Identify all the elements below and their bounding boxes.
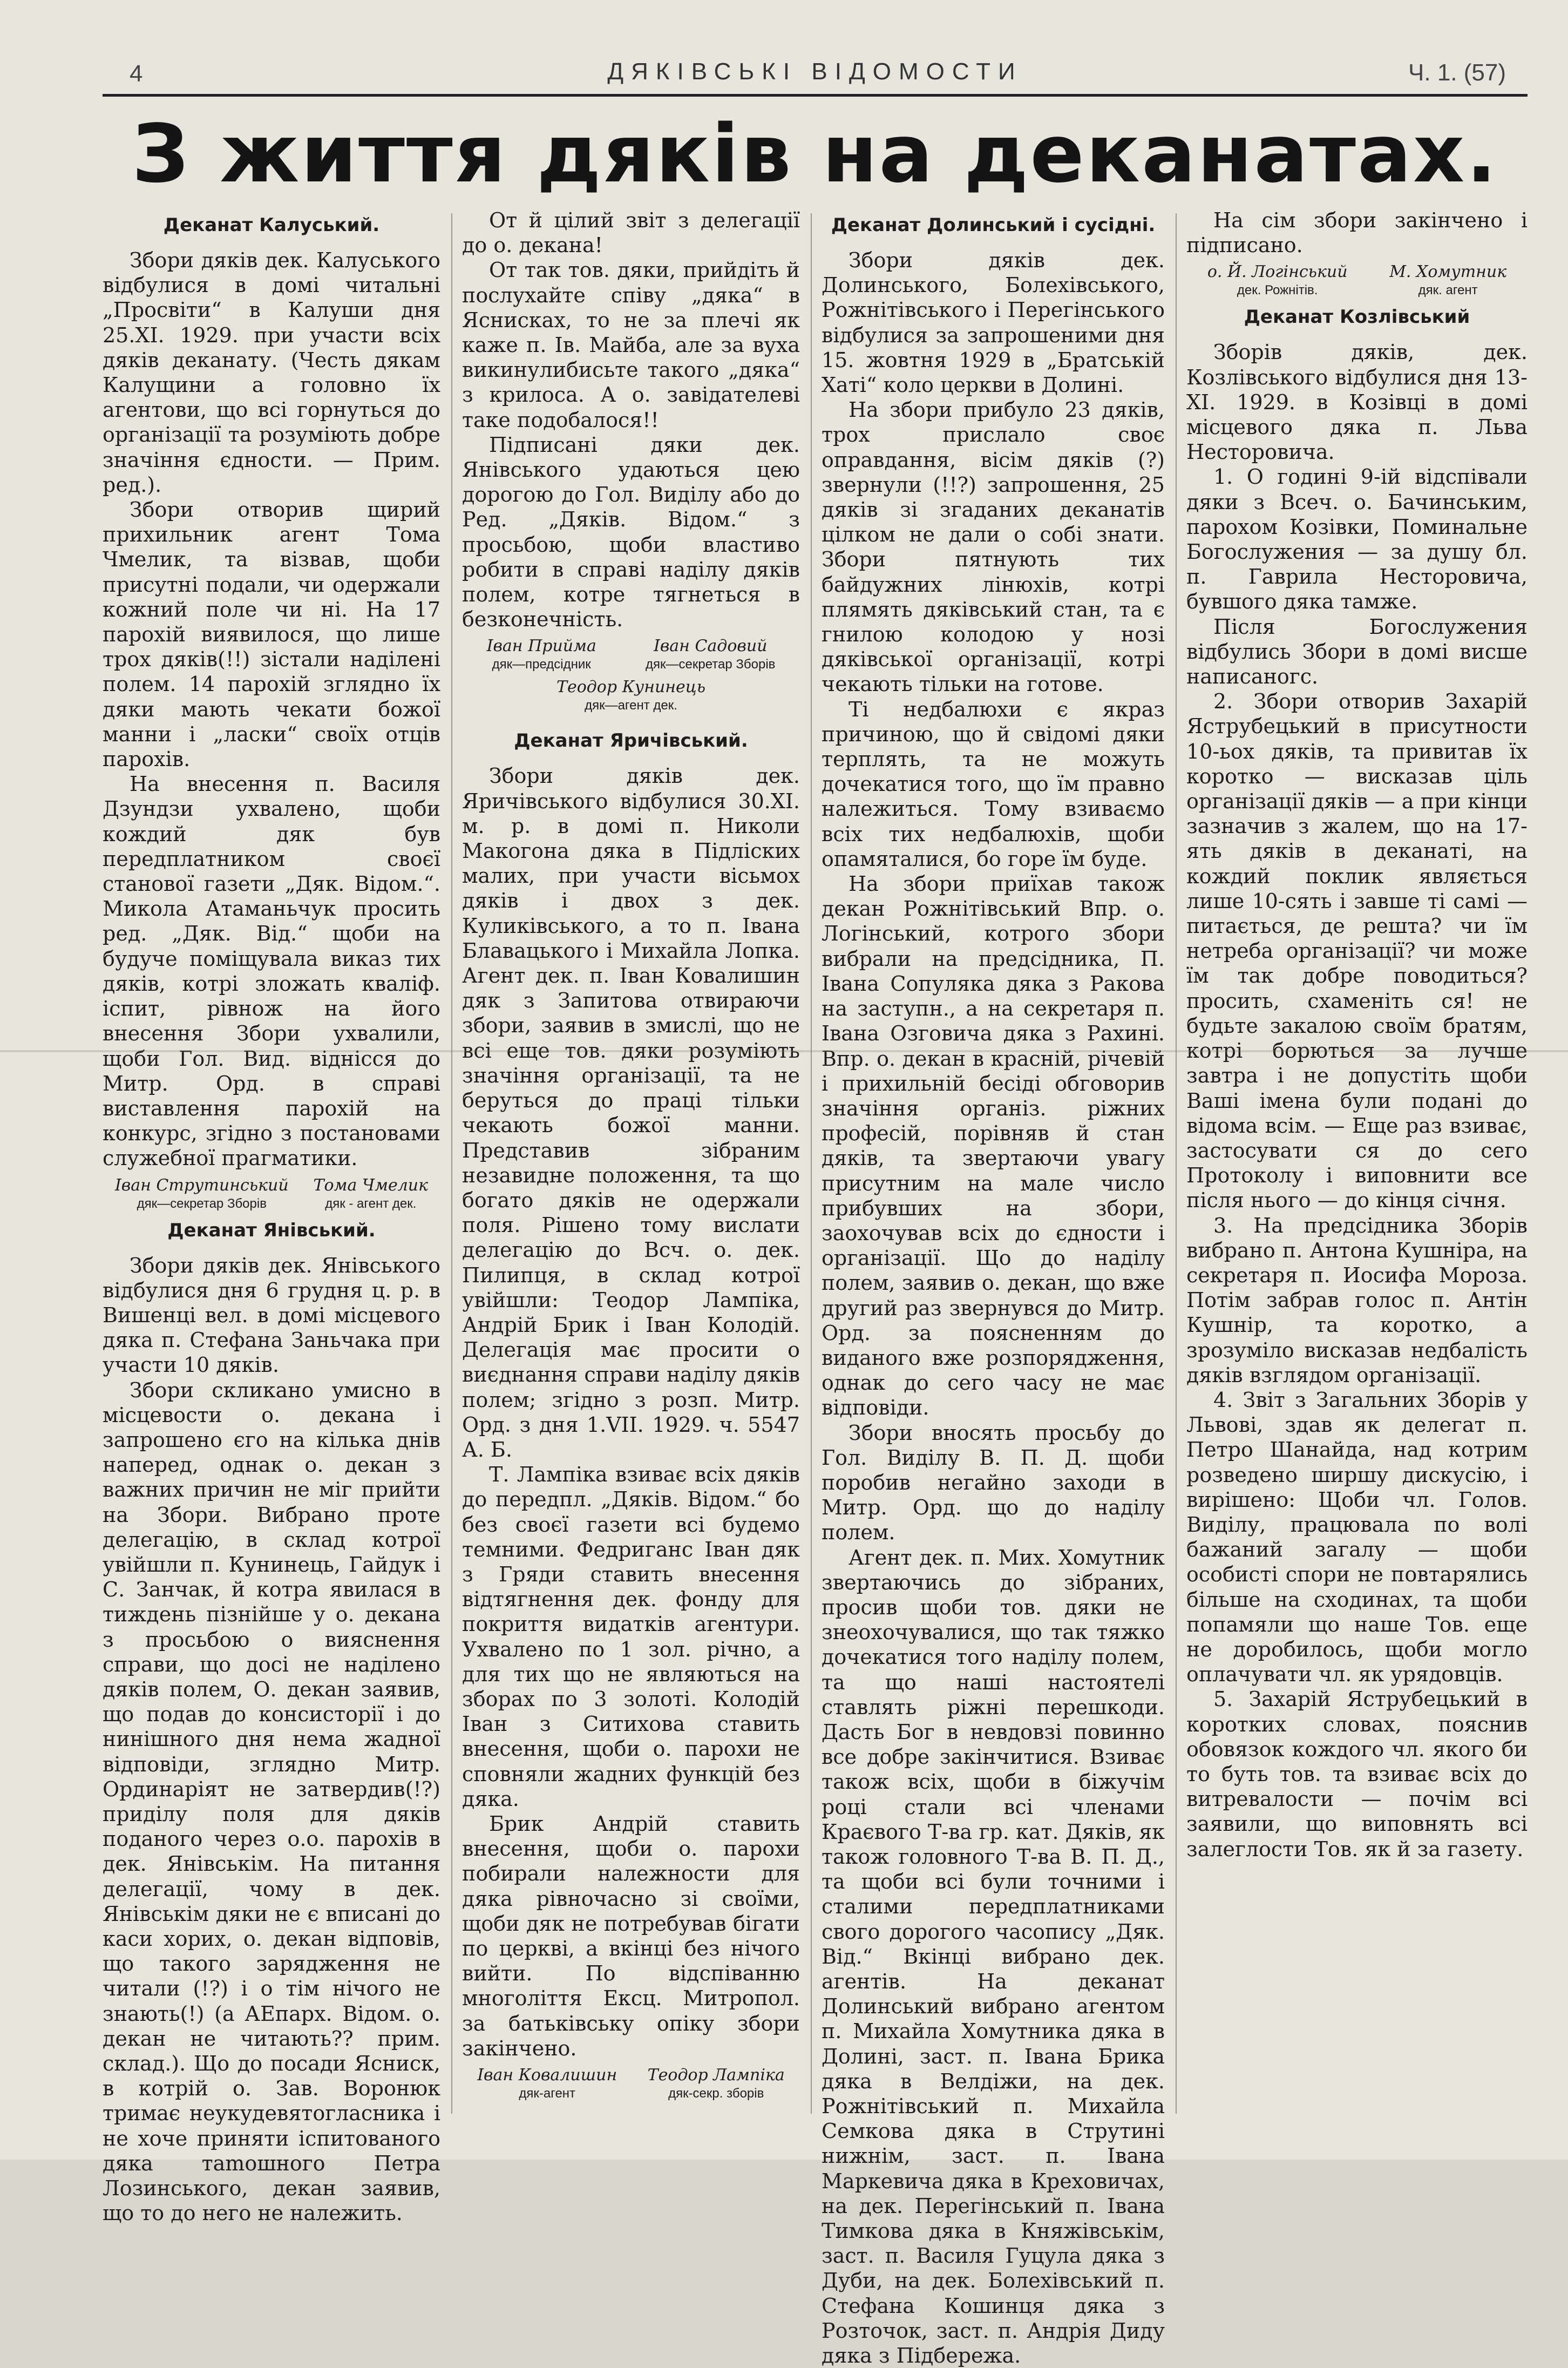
signature-name: о. Й. Логінський xyxy=(1207,262,1348,282)
signature-role: дяк—агент дек. xyxy=(585,698,677,713)
paragraph: Збори дяків дек. Калуського відбулися в домі читальні „Просвіти“ в Калуши дня 25.XI. 1929. при участи всіх дяків деканату. (Честь дякам Калущини а головно їх агентови, що всі горнуться до організації та розуміють добре значіння єдности. — Прим. ред.). xyxy=(103,248,440,497)
signature-role: дяк-секр. зборів xyxy=(668,2086,764,2101)
paragraph: На збори приїхав також декан Рожнітівський Впр. о. Логінський, котрого збори вибрали на предсідника, П. Івана Сопуляка дяка з Ракова на заступн., а на секретаря п. Івана Озговича дяка з Рахині. Впр. о. декан в красній, річевій і прихильній бесіді обговорив значіння організ. ріжних професій, порівняв й стан дяків, та звертаючи увагу присутним на мале число прибувших на збори, заохочував всіх до єдности і організації. Що до наділу полем, заявив о. декан, що вже другий раз звернувся до Митр. Орд. за поясненням до виданого вже розпорядження, однак до сего часу не має відповіди. xyxy=(822,872,1165,1420)
paragraph: Зборів дяків, дек. Козлівського відбулися дня 13-XI. 1929. в Козівці в домі місцевого дяка п. Льва Несторовича. xyxy=(1186,340,1528,464)
column-divider xyxy=(451,213,452,2114)
paragraph: Збори вносять просьбу до Гол. Виділу В. П. Д. щоби поробив негайно заходи в Митр. Орд. що до наділу полем. xyxy=(822,1420,1165,1545)
signatures xyxy=(103,1176,440,1213)
signatures xyxy=(462,637,800,674)
signatures xyxy=(462,2066,800,2103)
column-1 xyxy=(103,208,440,2225)
column-2 xyxy=(462,208,800,2125)
paragraph: На внесення п. Василя Дзундзи ухвалено, щоби кождий дяк був передплатником своєї станової газети „Дяк. Відом.“. Микола Атаманьчук просить ред. „Дяк. Від.“ щоби на будуче поміщувала виказ тих дяків, котрі зложать кваліф. іспит, рівнож на його внесення Збори ухвалили, щоби Гол. Вид. віднісся до Митр. Орд. в справі виставлення парохій на конкурс, згідно з постановами служебної прагматики. xyxy=(103,772,440,1171)
signature xyxy=(648,2066,785,2103)
signature-role: дяк. агент xyxy=(1418,283,1478,298)
paragraph: Після Богослужения відбулись Збори в домі висше написаногс. xyxy=(1186,614,1528,689)
paragraph: 4. Звіт з Загальних Зборів у Львові, здав як делегат п. Петро Шанайда, над котрим розведено ширшу дискусію, і вирішено: Щоби чл. Голов. Виділу, працювала по волі бажаний загалу — щоби особисті спори не повтарялись більше на сходинах, та щоби попамяли що наше Тов. еще не доробилось, щоби могло оплачувати чл. як урядовців. xyxy=(1186,1388,1528,1687)
signature-role: дек. Рожнітів. xyxy=(1237,283,1318,298)
paragraph: 1. О годині 9-ій відспівали дяки з Всеч. о. Бачинським, парохом Козівки, Поминальне Богослужения — за душу бл. п. Гаврила Несторовича, бувшого дяка тамже. xyxy=(1186,465,1528,614)
paragraph: Агент дек. п. Мих. Хомутник звертаючись до зібраних, просив щоби тов. дяки не знеохочувалися, що так тяжко дочекатися того наділу полем, та що наші настоятелі ставлять ріжні перешкоди. Дасть Бог в невдовзі повинно все добре закінчитися. Взиває також всіх, щоби в біжучім році стали всі членами Краєвого Т-ва гр. кат. Дяків, як також головного Т-ва В. П. Д., та щоби всі були точними і сталими передплатниками свого дорогого часопису „Дяк. Від.“ Вкінці вибрано дек. агентів. На деканат Долинський вибрано агентом п. Михайла Хомутника дяка в Долині, заст. п. Івана Брика дяка в Велдіжи, на дек. Рожнітівський п. Михайла Семкова дяка в Струтині нижнім, заст. п. Івана Маркевича дяка в Креховичах, на дек. Перегінський п. Івана Тимкова дяка в Княжівськім, заст. п. Василя Гуцула дяка з Дуби, на дек. Болехівський п. Стефана Кошинця дяка з Розточок, заст. п. Андрія Диду дяка з Підбережа. xyxy=(822,1545,1165,2368)
column-divider xyxy=(1176,213,1177,2114)
paragraph: Збори дяків дек. Яричівського відбулися 30.XI. м. р. в домі п. Николи Макогона дяка в Підліских малих, при участи вісьмох дяків і двох з дек. Куликівського, а то п. Івана Блавацького і Михайла Лопка. Агент дек. п. Іван Ковалишин дяк з Запитова отвираючи збори, заявив в змислі, що не всі еще тов. дяки розуміють значіння організації, та не беруться до праці тільки чекають божої манни. Представив зібраним незавидне положення, та що богато дяків не одержали поля. Рішено тому вислати делегацію до Всч. о. дек. Пилипця, в склад котрої увійшли: Теодор Лампіка, Андрій Брик і Іван Колодій. Делегація має просити о виєднання справи наділу дяків полем; згідно з розп. Митр. Орд. з дня 1.VII. 1929. ч. 5547 А. Б. xyxy=(462,764,800,1462)
signatures xyxy=(1186,263,1528,300)
signature xyxy=(1207,263,1348,300)
paragraph: От й цілий звіт з делегації до о. декана! xyxy=(462,208,800,258)
section-title-yaniv: Деканат Янівський. xyxy=(167,1219,376,1241)
headline: З життя дяків на деканатах. xyxy=(132,107,1498,200)
paragraph: 5. Захарій Яструбецький в коротких словах, пояснив обовязок кождого чл. якого би то буть тов. та взиває всіх до витревалости — почім всі заявили, що виповнять всі залеглости Тов. як й за газету. xyxy=(1186,1687,1528,1861)
signature-name: Теодор Лампіка xyxy=(647,2066,785,2085)
column-divider xyxy=(811,213,812,2114)
paragraph: Т. Лампіка взиває всіх дяків до передпл. „Дяків. Відом.“ бо без своєї газети всі будемо темними. Федриганс Іван дяк з Гряди ставить внесення відтягнення дек. фонду для покриття видатків агентури. Ухвалено по 1 зол. річно, а для тих що не являються на зборах по 3 золоті. Колодій Іван з Ситихова ставить внесення, щоби о. парохи не сповняли жадних функцій без дяка. xyxy=(462,1463,800,1811)
signature-name: Теодор Кунинець xyxy=(556,678,706,697)
publication-title: ДЯКІВСЬКІ ВІДОМОСТИ xyxy=(607,58,1023,85)
paragraph: Підписані дяки дек. Янівського удаються цею дорогою до Гол. Виділу або до Ред. „Дяків. Відом.“ з просьбою, щоби властиво робити в справі наділу дяків полем, котре тягнеться в безконечність. xyxy=(462,432,800,632)
signature-role: дяк—предсідник xyxy=(492,657,591,672)
paragraph: 3. На предсідника Зборів вибрано п. Антона Кушніра, на секретаря п. Иосифа Мороза. Потім забрав голос п. Антін Кушнір, та коротко, а зрозуміло висказав недбалість дяків взглядом організації. xyxy=(1186,1213,1528,1387)
column-4 xyxy=(1186,208,1528,2125)
header-rule xyxy=(103,94,1528,97)
section-title-dolyna: Деканат Долинський і сусідні. xyxy=(831,214,1156,236)
signature-name: Іван Прийма xyxy=(486,637,596,656)
signature xyxy=(314,1176,429,1213)
signature xyxy=(115,1176,289,1213)
issue-number: Ч. 1. (57) xyxy=(1408,59,1506,86)
paragraph: Збори дяків дек. Долинського, Болехівського, Рожнітівського і Перегінського відбулися за запрошеними дня 15. жовтня 1929 в „Братській Хаті“ коло церкви в Долині. xyxy=(822,248,1165,397)
signature-name: Іван Ковалишин xyxy=(477,2066,617,2085)
signature xyxy=(487,637,596,674)
section-title-kozliv: Деканат Козлівський xyxy=(1244,306,1470,328)
signature xyxy=(462,678,800,715)
signature-role: дяк—секретар Зборів xyxy=(646,657,776,672)
paragraph: Збори отворив щирий прихильник агент Тома Чмелик, та візвав, щоби присутні подали, чи одержали кожний поле чи ні. На 17 парохій виявилося, що лише трох дяків(!!) зістали наділені полем. 14 парохій зглядно їх дяки мають чекати божої манни і „ласки“ своїх отців парохів. xyxy=(103,498,440,772)
paragraph: Брик Андрій ставить внесення, щоби о. парохи побирали належности для дяка рівночасно зі своїми, щоби дяк не потребував бігати по церкві, а вкінці без нічого вийти. По відспіванню многоліття Ексц. Митропол. за батьківську опіку збори закінчено. xyxy=(462,1811,800,2060)
signature-name: Тома Чмелик xyxy=(313,1175,429,1195)
signature xyxy=(646,637,775,674)
signature-role: дяк—секретар Зборів xyxy=(137,1196,267,1211)
section-title-yarychiv: Деканат Яричівський. xyxy=(514,730,748,752)
paragraph: 2. Збори отворив Захарій Яструбецький в присутности 10-ьох дяків, та привитав їх коротко — висказав ціль організації дяків — а при кінци зазначив з жалем, що на 17-ять дяків в деканаті, на кождий поклик являється лише 10-сять і завше ті самі — питається, де решта? чи їм нетреба організації? чи може їм так добре поводиться? просить, схаменіть ся! не будьте закалою своїм братям, котрі борються за лучше завтра і не допустіть щоби Ваші імена були подані до відома всім. — Еще раз взиває, застосувати ся до сего Протоколу і виповнити все після нього — до кінця січня. xyxy=(1186,689,1528,1213)
signature-name: Іван Струтинський xyxy=(114,1175,289,1195)
paragraph: Збори скликано умисно в місцевости о. декана і запрошено єго на кілька днів наперед, однак о. декан з важних причин не міг прийти на Збори. Вибрано проте делегацію, в склад котрої увійшли п. Кунинець, Гайдук і С. Занчак, й котра явилася в тиждень пізнійше у о. декана з просьбою о вияснення справи, що досі не наділено дяків полем, О. декан заявив, що подав до консисторії і до нинішного дня нема жадної відповіди, зглядно Митр. Ординаріят не затвердив(!?) приділу поля для дяків поданого через о.о. парохів в дек. Янівськім. На питання делегації, чому в дек. Янівськім дяки не є вписані до каси хорих, о. декан відповів, що такого зарядження не читали (!?) і о тім нічого не знають(!) (а АЕпарх. Відом. о. декан не читають?? прим. склад.). Що до посади Ясниск, в котрій о. Зав. Воронюк тримає неукудевятогласника і не хоче приняти іспитованого дяка таmошного Петра Лозинського, декан заявив, що то до него не належить. xyxy=(103,1378,440,2225)
paragraph: Ті недбалюхи є якраз причиною, що й свідомі дяки терплять, та не можуть дочекатися того, що їм правно належиться. Тому взиваємо всіх тих недбалюхів, щоби опамяталися, бо горе їм буде. xyxy=(822,697,1165,871)
section-title-kalush: Деканат Калуський. xyxy=(163,214,380,236)
signature xyxy=(1389,263,1506,300)
signature-role: дяк - агент дек. xyxy=(325,1196,417,1211)
paper-fold-crease xyxy=(0,1050,1568,1052)
signature-role: дяк-агент xyxy=(519,2086,576,2101)
paragraph: На сім збори закінчено і підписано. xyxy=(1186,208,1528,258)
paragraph: Збори дяків дек. Янівського відбулися дня 6 грудня ц. р. в Вишенці вел. в домі місцевого дяка п. Стефана Заньчака при участи 10 дяків. xyxy=(103,1253,440,1377)
paragraph: На збори прибуло 23 дяків, трох прислало своє оправдання, вісім дяків (?) звернули (!!?) запрошення, 25 дяків зі згаданих деканатів цілком не дали о собі знати. Збори пятнують тих байдужних лінюхів, котрі плямять дяківський стан, та є гнилою колодою у нозі дяківської організації, котрі чекають тільки на готове. xyxy=(822,398,1165,696)
page-header xyxy=(103,54,1528,97)
signature xyxy=(477,2066,617,2103)
column-3 xyxy=(822,208,1165,2368)
page-number: 4 xyxy=(130,60,143,87)
signature-name: Іван Садовий xyxy=(653,637,768,656)
paragraph: От так тов. дяки, прийдіть й послухайте співу „дяка“ в Яснисках, то не за плечі як каже п. Ів. Майба, але за вуха викинулибисьте такого „дяка“ з крилоса. А о. завідателеві таке подобалося!! xyxy=(462,258,800,432)
signature-name: М. Хомутник xyxy=(1389,262,1507,282)
